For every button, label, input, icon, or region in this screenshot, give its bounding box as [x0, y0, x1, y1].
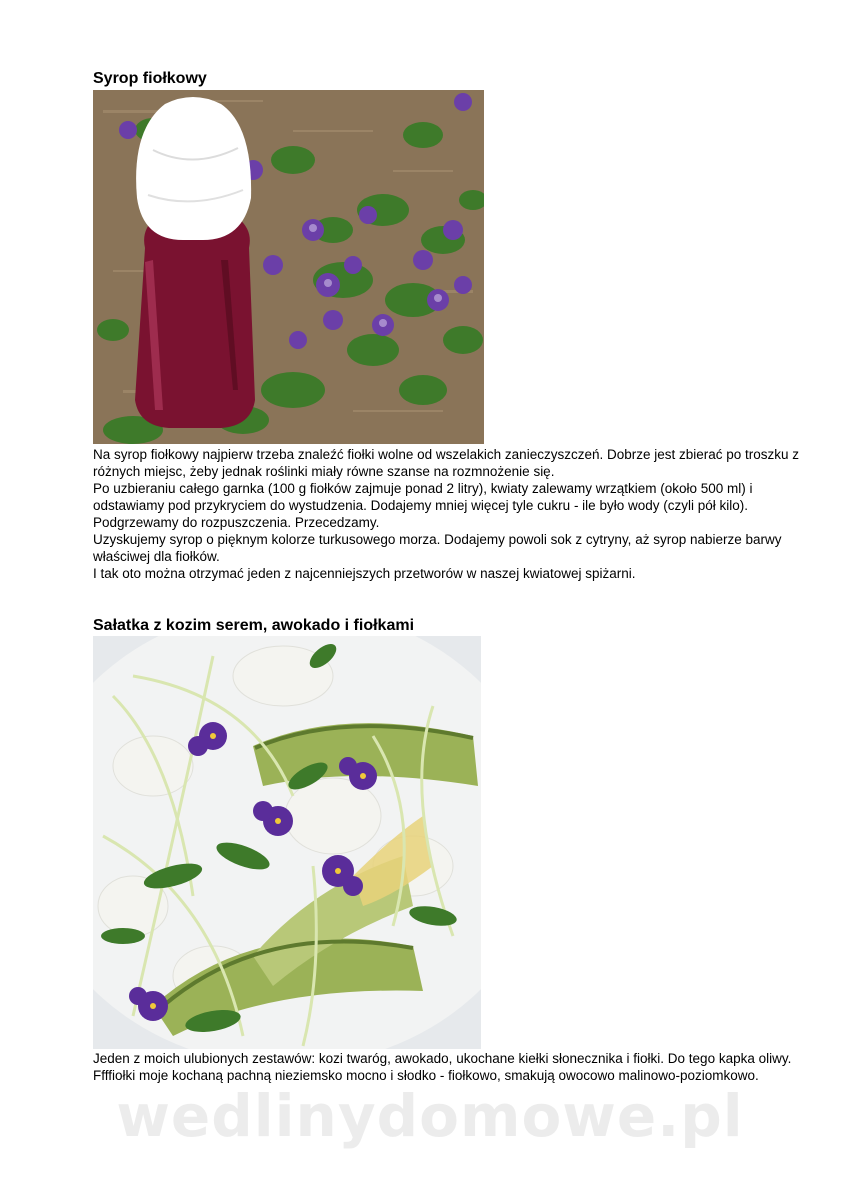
recipe-1-text — [93, 446, 803, 582]
recipe-1-title: Syrop fiołkowy — [93, 70, 207, 87]
recipe-2-text — [93, 1050, 803, 1084]
recipe-1-paragraph: I tak oto można otrzymać jeden z najcenniejszych przetworów w naszej kwiatowej spiżarni. — [93, 566, 636, 581]
violet-salad-illustration — [93, 636, 481, 1049]
recipe-2-paragraph: Jeden z moich ulubionych zestawów: kozi twaróg, awokado, ukochane kiełki słonecznika i fiołki. Do tego kapka oliwy. — [93, 1051, 792, 1066]
recipe-1-paragraph: Uzyskujemy syrop o pięknym kolorze turkusowego morza. Dodajemy powoli sok z cytryny, aż syrop nabierze barwy właściwej dla fiołków. — [93, 532, 782, 564]
site-watermark: wedlinydomowe.pl — [116, 1082, 744, 1150]
recipe-2-title: Sałatka z kozim serem, awokado i fiołkami — [93, 617, 415, 634]
violet-salad-photo — [93, 636, 481, 1049]
violet-syrup-illustration — [93, 90, 484, 444]
recipe-1-paragraph: Na syrop fiołkowy najpierw trzeba znaleźć fiołki wolne od wszelakich zanieczyszczeń. Dobrze jest zbierać po troszku z różnych miejsc, żeby jednak roślinki miały równe szanse na rozmnożenie się. — [93, 447, 800, 479]
recipe-2-paragraph: Ffffiołki moje kochaną pachną nieziemsko mocno i słodko - fiołkowo, smakują owocowo malinowo-poziomkowo. — [93, 1068, 759, 1083]
recipe-1-paragraph: Po uzbieraniu całego garnka (100 g fiołków zajmuje ponad 2 litry), kwiaty zalewamy wrzątkiem (około 500 ml) i odstawiamy pod przykryciem do wystudzenia. Dodajemy mniej więcej tyle cukru - ile było wody (czyli pół kilo). Podgrzewamy do rozpuszczenia. Przecedzamy. — [93, 481, 753, 530]
violet-syrup-photo — [93, 90, 484, 444]
